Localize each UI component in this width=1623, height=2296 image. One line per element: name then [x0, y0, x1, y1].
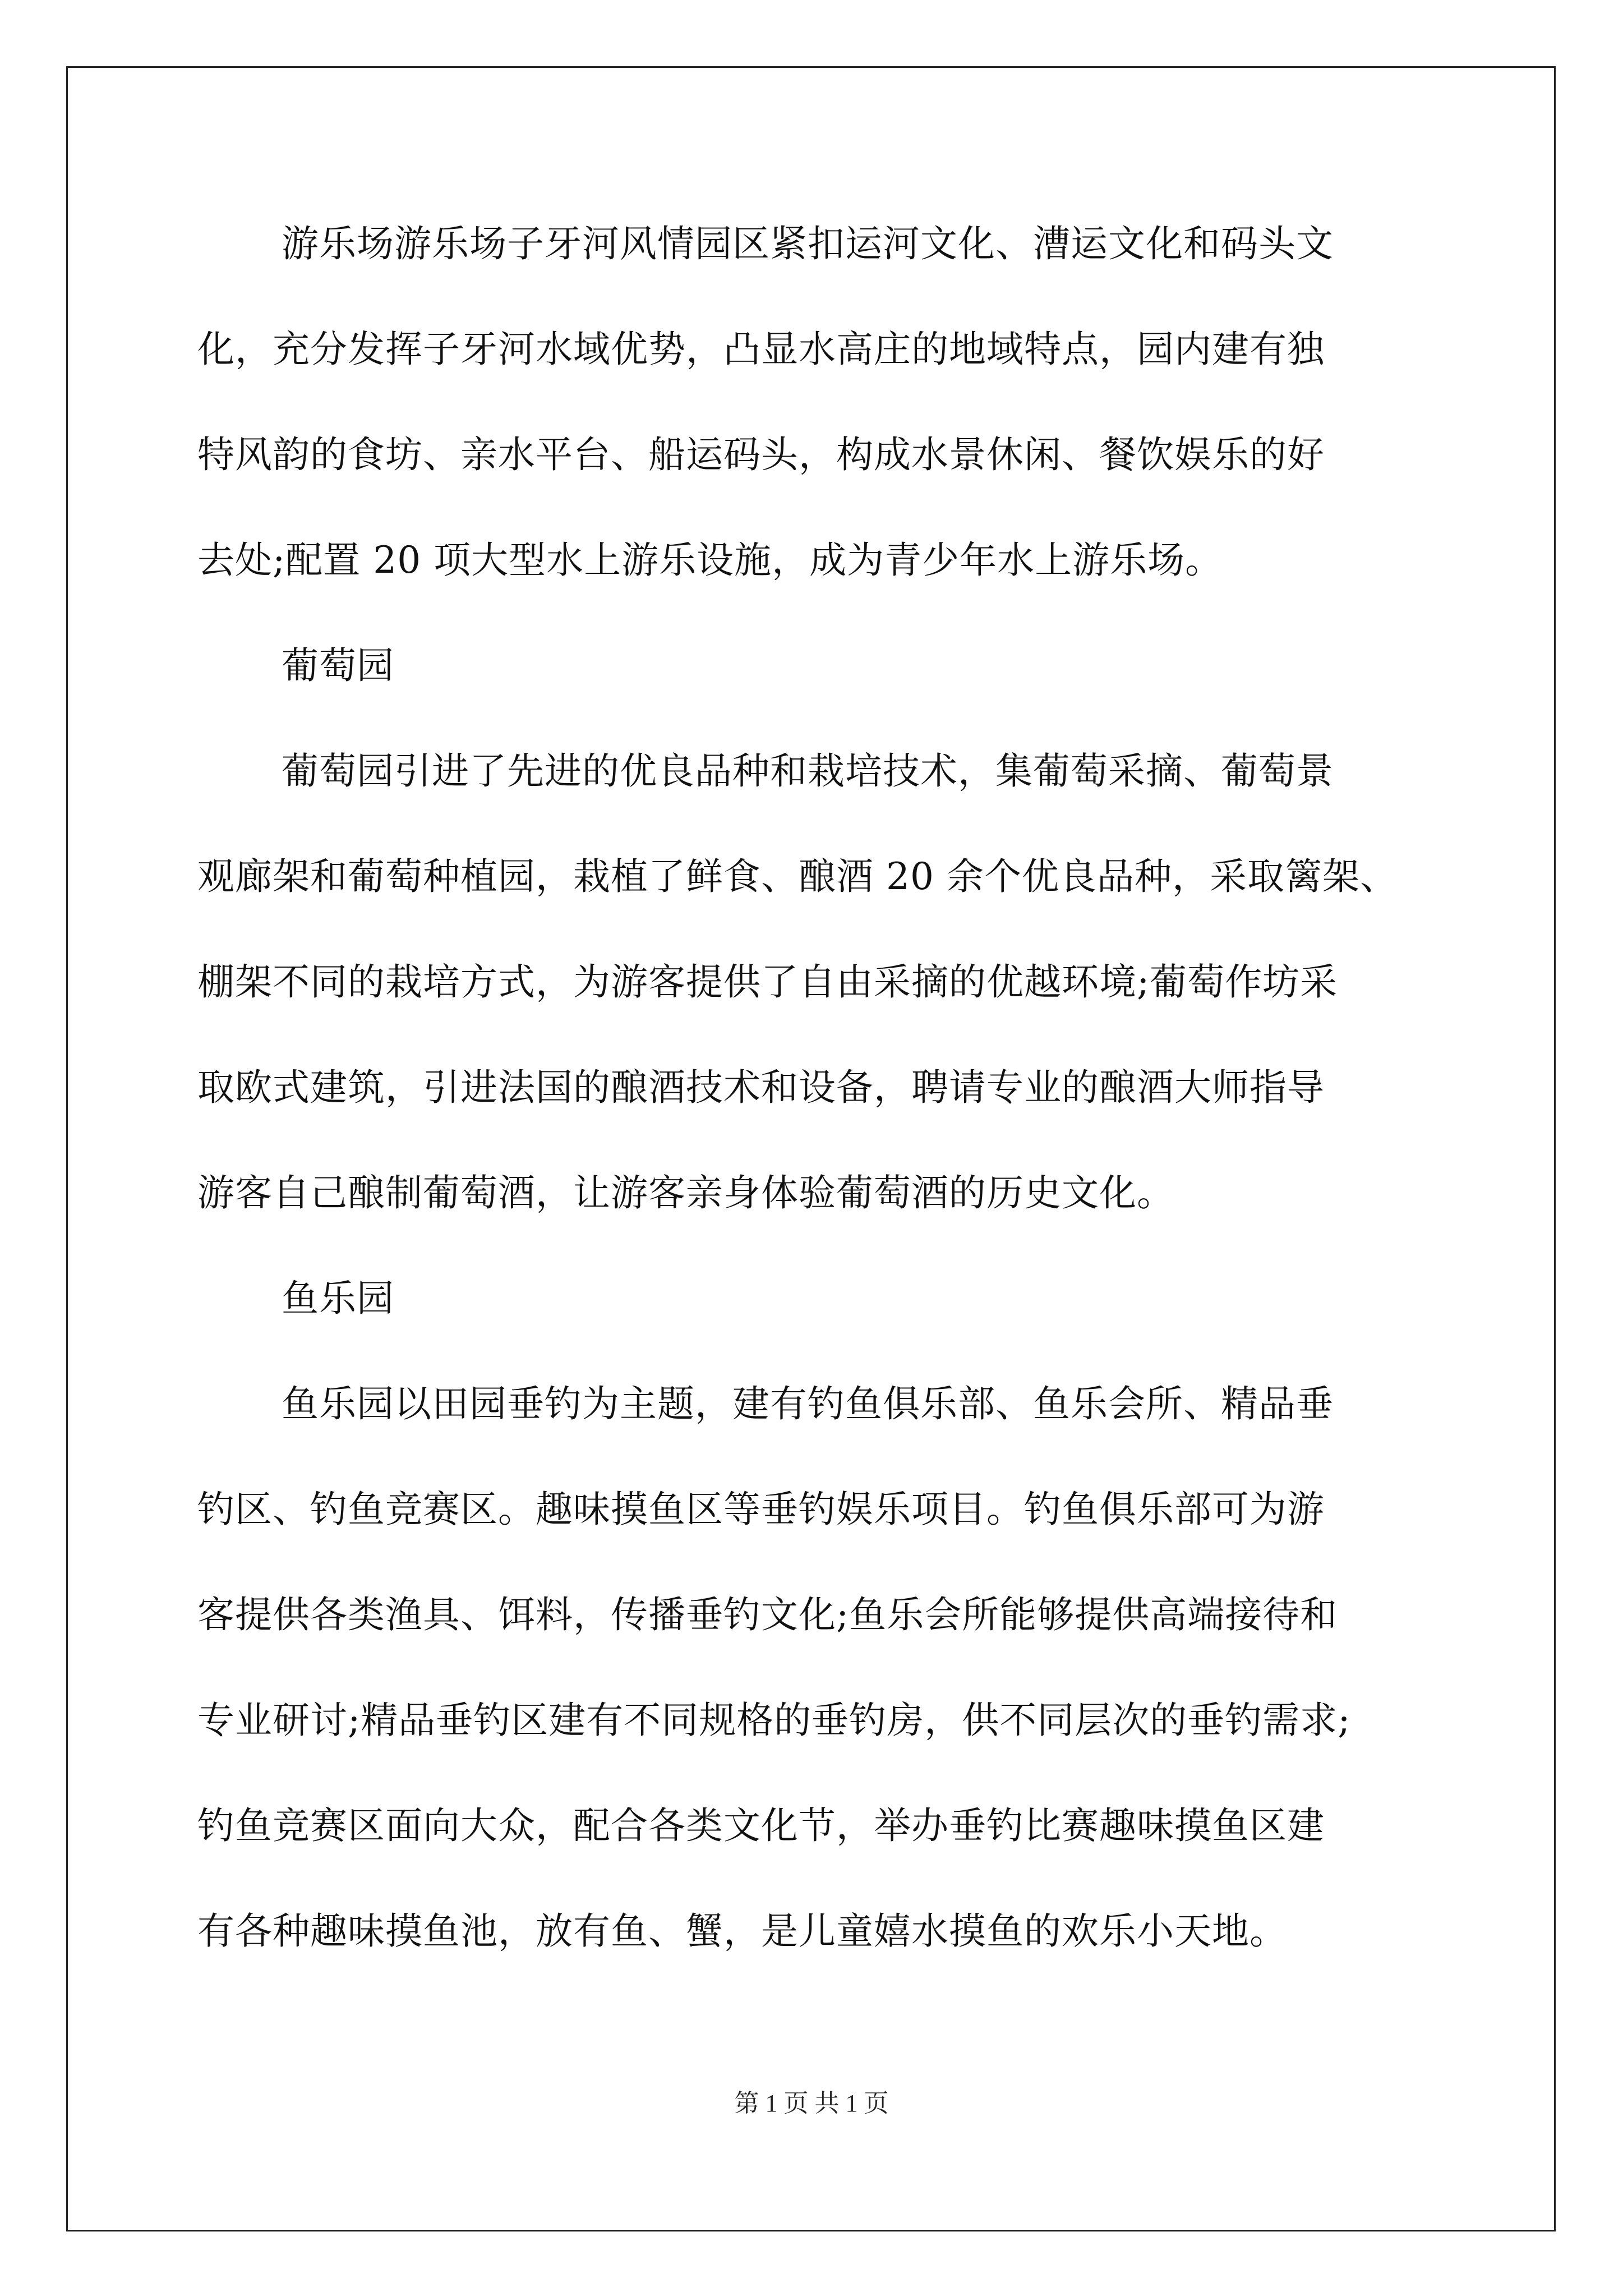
paragraph-line: 鱼乐园以田园垂钓为主题，建有钓鱼俱乐部、鱼乐会所、精品垂 [282, 1382, 1334, 1425]
paragraph-line: 观廊架和葡萄种植园，栽植了鲜食、酿酒 20 余个优良品种，采取篱架、 [197, 855, 1398, 898]
paragraph-line: 去处;配置 20 项大型水上游乐设施，成为青少年水上游乐场。 [197, 539, 1223, 582]
paragraph-line: 游乐场游乐场子牙河风情园区紧扣运河文化、漕运文化和码头文 [282, 222, 1334, 265]
paragraph-line: 取欧式建筑，引进法国的酿酒技术和设备，聘请专业的酿酒大师指导 [197, 1066, 1325, 1109]
paragraph-line: 有各种趣味摸鱼池，放有鱼、蟹，是儿童嬉水摸鱼的欢乐小天地。 [197, 1910, 1287, 1953]
paragraph-line: 专业研讨;精品垂钓区建有不同规格的垂钓房，供不同层次的垂钓需求; [197, 1699, 1351, 1742]
paragraph-line: 特风韵的食坊、亲水平台、船运码头，构成水景休闲、餐饮娱乐的好 [197, 433, 1325, 476]
paragraph-line: 客提供各类渔具、饵料，传播垂钓文化;鱼乐会所能够提供高端接待和 [197, 1593, 1338, 1636]
paragraph-line: 钓区、钓鱼竞赛区。趣味摸鱼区等垂钓娱乐项目。钓鱼俱乐部可为游 [197, 1488, 1325, 1531]
paragraph-line: 钓鱼竞赛区面向大众，配合各类文化节，举办垂钓比赛趣味摸鱼区建 [197, 1804, 1325, 1847]
section-heading: 鱼乐园 [282, 1277, 394, 1320]
paragraph-line: 葡萄园引进了先进的优良品种和栽培技术，集葡萄采摘、葡萄景 [282, 749, 1334, 793]
paragraph-line: 化，充分发挥子牙河水域优势，凸显水高庄的地域特点，园内建有独 [197, 328, 1325, 371]
document-body [197, 218, 1437, 2010]
paragraph-line: 棚架不同的栽培方式，为游客提供了自由采摘的优越环境;葡萄作坊采 [197, 960, 1338, 1004]
section-heading: 葡萄园 [282, 644, 394, 687]
page-number-footer: 第 1 页 共 1 页 [734, 2090, 889, 2117]
paragraph-line: 游客自己酿制葡萄酒，让游客亲身体验葡萄酒的历史文化。 [197, 1171, 1174, 1214]
